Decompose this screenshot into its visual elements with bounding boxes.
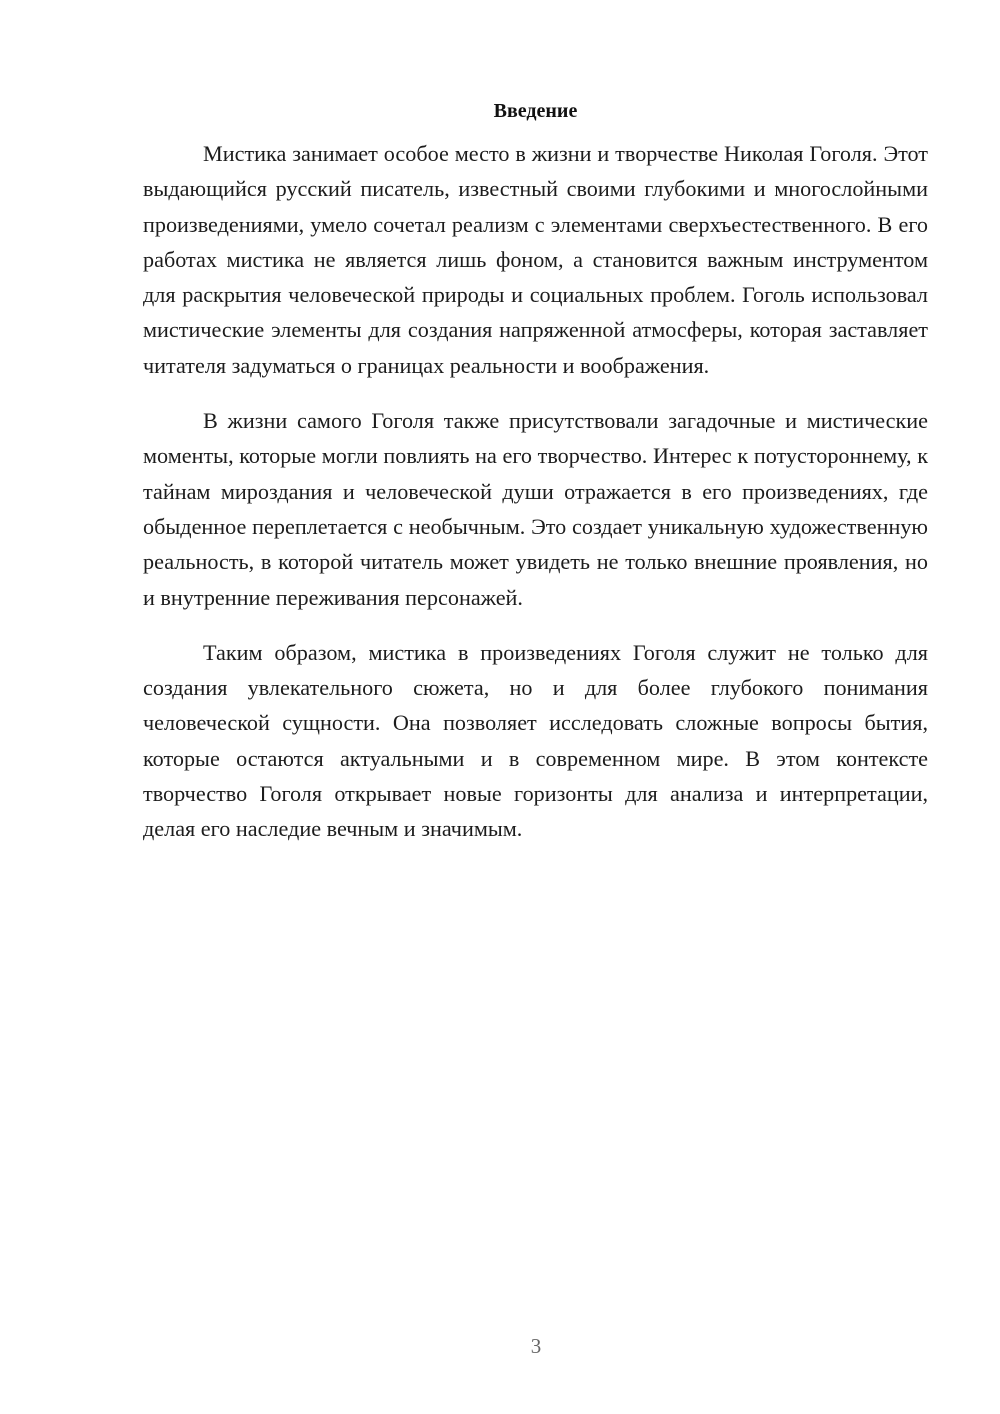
paragraph-1: Мистика занимает особое место в жизни и творчестве Николая Гоголя. Этот выдающийся русский писатель, известный своими глубокими и многослойными произведениями, умело сочетал реализм с элементами сверхъестественного. В его работах мистика не является лишь фоном, а становится важным инструментом для раскрытия человеческой природы и социальных проблем. Гоголь использовал мистические элементы для создания напряженной атмосферы, которая заставляет читателя задуматься о границах реальности и воображения. <box>143 141 928 378</box>
page-content <box>143 96 928 867</box>
section-heading: Введение <box>493 100 578 122</box>
paragraph-2: В жизни самого Гоголя также присутствовали загадочные и мистические моменты, которые могли повлиять на его творчество. Интерес к потустороннему, к тайнам мироздания и человеческой души отражается в его произведениях, где обыденное переплетается с необычным. Это создает уникальную художественную реальность, в которой читатель может увидеть не только внешние проявления, но и внутренние переживания персонажей. <box>143 408 928 610</box>
paragraph-3: Таким образом, мистика в произведениях Гоголя служит не только для создания увлекательного сюжета, но и для более глубокого понимания человеческой сущности. Она позволяет исследовать сложные вопросы бытия, которые остаются актуальными и в современном мире. В этом контексте творчество Гоголя открывает новые горизонты для анализа и интерпретации, делая его наследие вечным и значимым. <box>143 639 928 842</box>
page-number: 3 <box>530 1334 542 1358</box>
